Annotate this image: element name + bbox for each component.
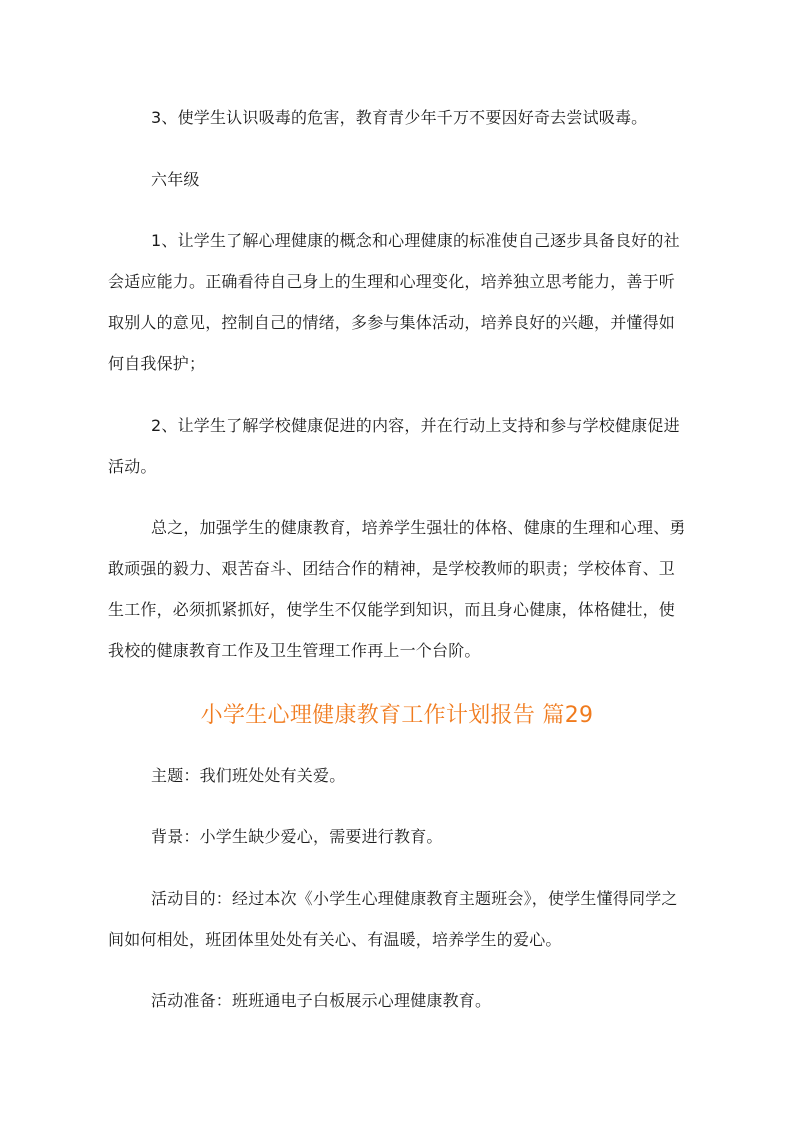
paragraph-grade-six-goal-1: 1、让学生了解心理健康的概念和心理健康的标准使自己逐步具备良好的社会适应能力。正确看待自己身上的生理和心理变化，培养独立思考能力，善于听取别人的意见，控制自己的情绪，多参与集体活动，培养良好的兴趣，并懂得如何自我保护； [108, 231, 680, 373]
grade-six-label: 六年级 [151, 170, 200, 189]
paragraph-grade-six-goal-2: 2、让学生了解学校健康促进的内容，并在行动上支持和参与学校健康促进活动。 [108, 416, 680, 476]
paragraph-background: 背景：小学生缺少爱心，需要进行教育。 [151, 827, 443, 846]
paragraph-activity-preparation: 活动准备：班班通电子白板展示心理健康教育。 [151, 991, 492, 1010]
paragraph-summary: 总之，加强学生的健康教育，培养学生强壮的体格、健康的生理和心理、勇敢顽强的毅力、艰苦奋斗、团结合作的精神，是学校教师的职责；学校体育、卫生工作，必须抓紧抓好，使学生不仅能学到知识，而且身心健康，体格健壮，使我校的健康教育工作及卫生管理工作再上一个台阶。 [108, 518, 686, 660]
paragraph-drug-awareness: 3、使学生认识吸毒的危害，教育青少年千万不要因好奇去尝试吸毒。 [151, 108, 648, 127]
paragraph-activity-purpose: 活动目的：经过本次《小学生心理健康教育主题班会》，使学生懂得同学之间如何相处，班团体里处处有关心、有温暖，培养学生的爱心。 [108, 889, 678, 949]
section-title: 小学生心理健康教育工作计划报告 篇29 [200, 703, 594, 728]
paragraph-theme: 主题：我们班处处有关爱。 [151, 766, 346, 785]
